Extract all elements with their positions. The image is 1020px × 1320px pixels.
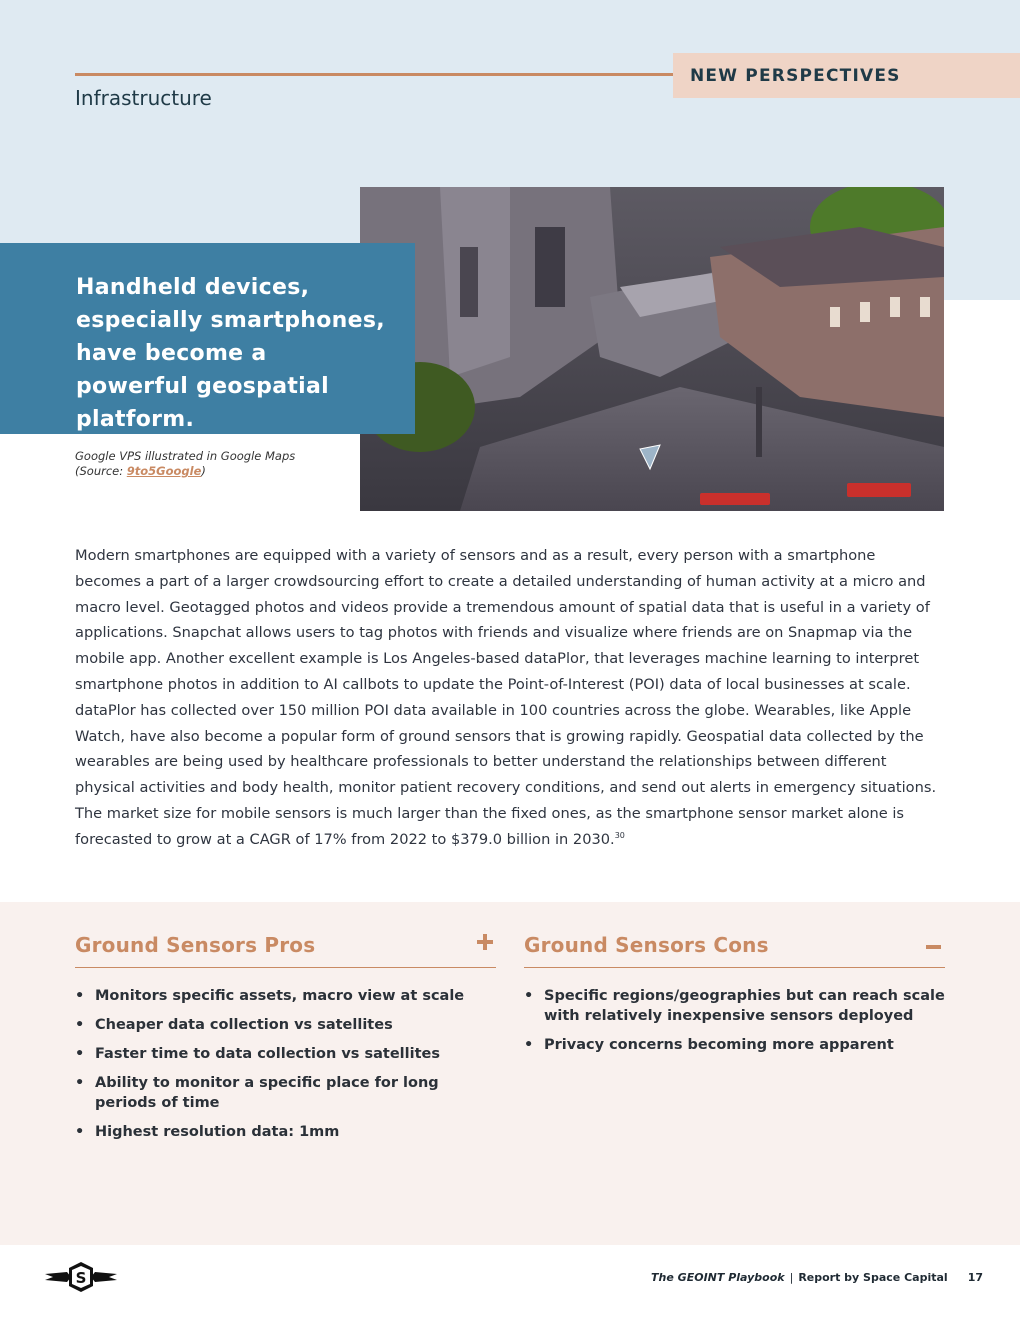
space-capital-logo-icon [45, 1260, 117, 1294]
caption-source [75, 464, 345, 479]
pros-cons-panel [0, 902, 1020, 1245]
caption-source-suffix: ) [201, 464, 206, 478]
page-number: 17 [967, 1271, 983, 1284]
pros-column [75, 930, 496, 1151]
list-item: • Privacy concerns becoming more apparent [524, 1035, 945, 1055]
subsection-title: Infrastructure [75, 86, 212, 110]
body-paragraph-text: Modern smartphones are equipped with a variety of sensors and as a result, every person with a smartphone becomes a part of a larger crowdsourcing effort to create a detailed understanding of human activity at a micro and macro level. Geotagged photos and videos provide a tremendous amount of spatial data that is useful in a variety of applications. Snapchat allows users to tag photos with friends and visualize where friends are on Snapmap via the mobile app. Another excellent example is Los Angeles-based dataPlor, that leverages machine learning to interpret smartphone photos in addition to AI callbots to update the Point-of-Interest (POI) data of local businesses at scale. dataPlor has collected over 150 million POI data available in 100 countries across the globe. Wearables, like Apple Watch, have also become a popular form of ground sensors that is growing rapidly. Geospatial data collected by the wearables are being used by healthcare professionals to better understand the relationships between different physical activities and body health, monitor patient recovery conditions, and send out alerts in emergency situations. The market size for mobile sensors is much larger than the fixed ones, as the smartphone sensor market alone is forecasted to grow at a CAGR of 17% from 2022 to $379.0 billion in 2030. [75, 547, 937, 848]
pros-title: Ground Sensors Pros [75, 933, 316, 957]
callout-quote: Handheld devices, especially smartphones, have become a powerful geospatial platform. [76, 275, 385, 432]
list-item: • Ability to monitor a specific place for long periods of time [75, 1073, 496, 1113]
body-paragraph [75, 543, 945, 853]
cons-title: Ground Sensors Cons [524, 933, 769, 957]
cons-list [524, 986, 945, 1055]
caption-source-prefix: (Source: [75, 464, 127, 478]
figure-caption [75, 449, 345, 479]
source-link[interactable]: 9to5Google [126, 464, 202, 478]
list-item: • Monitors specific assets, macro view at scale [75, 986, 496, 1006]
minus-icon [926, 933, 942, 949]
header-rule [75, 73, 675, 76]
cons-header [524, 930, 945, 968]
footer-playbook: The GEOINT Playbook [651, 1271, 785, 1284]
aerial-photo [360, 187, 944, 511]
svg-text:S: S [75, 1269, 87, 1287]
list-item: • Highest resolution data: 1mm [75, 1122, 496, 1142]
aerial-photo-image [360, 187, 944, 511]
footnote-ref[interactable]: 30 [614, 830, 625, 840]
cons-column [524, 930, 945, 1064]
footer [651, 1271, 983, 1284]
list-item: • Faster time to data collection vs satellites [75, 1044, 496, 1064]
list-item: • Specific regions/geographies but can reach scale with relatively inexpensive sensors deployed [524, 986, 945, 1026]
footer-separator: | [789, 1271, 794, 1284]
pros-header [75, 930, 496, 968]
pros-list [75, 986, 496, 1142]
section-tag [673, 53, 1020, 98]
caption-line1: Google VPS illustrated in Google Maps [75, 449, 296, 463]
plus-icon [477, 933, 493, 949]
callout-box [0, 243, 415, 434]
list-item: • Cheaper data collection vs satellites [75, 1015, 496, 1035]
footer-report-by: Report by Space Capital [798, 1271, 948, 1284]
section-tag-label: NEW PERSPECTIVES [690, 65, 901, 86]
